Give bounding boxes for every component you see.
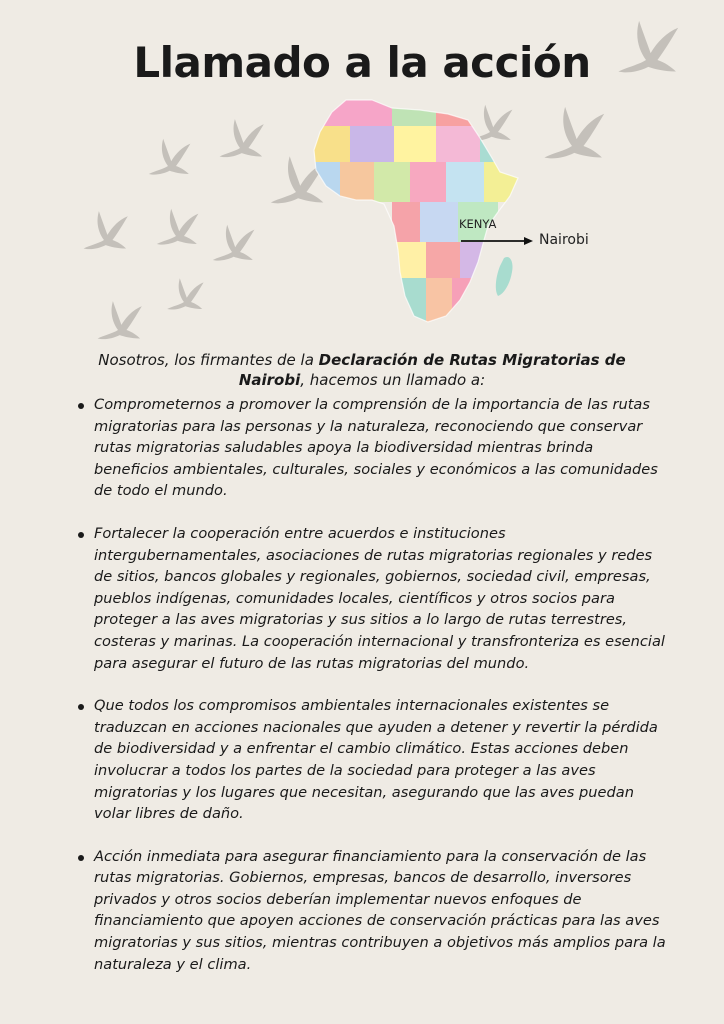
bullet-icon	[78, 532, 84, 538]
list-item-text: Que todos los compromisos ambientales internacionales existentes se traduzcan en acciones nacionales que ayuden a detener y revertir la pérdida de biodiversidad y a enfrentar el cambio climático. Estas acciones deben involucrar a todos los partes de la sociedad para proteger a las aves migratorias y los lugares que necesitan, asegurando que las aves puedan volar libres de daño.	[94, 697, 658, 823]
list-item-text: Fortalecer la cooperación entre acuerdos e instituciones intergubernamentales, asociaciones de rutas migratorias regionales y redes de sitios, bancos globales y regionales, gobiernos, sociedad civil, empresas, pueblos indígenas, comunidades locales, científicos y otros socios para proteger a las aves migratorias y sus sitios a lo largo de rutas terrestres, costeras y marinas. La cooperación internacional y transfronteriza es esencial para asegurar el futuro de las rutas migratorias del mundo.	[94, 524, 665, 672]
list-item	[0, 394, 672, 502]
flying-bird-icon	[84, 211, 128, 249]
intro-suffix: , hacemos un llamado a:	[300, 371, 486, 389]
intro-prefix: Nosotros, los firmantes de la	[98, 351, 319, 369]
flying-bird-icon	[149, 139, 191, 175]
flying-bird-icon	[213, 225, 255, 261]
list-item	[0, 695, 672, 825]
flying-bird-icon	[167, 278, 203, 309]
flying-bird-icon	[220, 119, 264, 157]
bullet-icon	[78, 704, 84, 710]
call-to-action-list	[0, 394, 724, 975]
intro-paragraph	[92, 350, 632, 390]
declaration-name: Declaración de Rutas Migratorias de Nairobi	[238, 351, 626, 389]
flying-bird-icon	[98, 301, 142, 339]
list-item	[0, 523, 672, 674]
page-title: Llamado a la acción	[133, 38, 591, 87]
map-label-nairobi: Nairobi	[539, 232, 589, 248]
bullet-icon	[78, 403, 84, 409]
list-item-text: Comprometernos a promover la comprensión de la importancia de las rutas migratorias para las personas y la naturaleza, reconociendo que conservar rutas migratorias saludables apoya la biodiversidad mientras brinda beneficios ambientales, culturales, sociales y económicos a las comunidades de todo el mundo.	[94, 396, 658, 500]
flying-bird-icon	[544, 107, 604, 159]
africa-map-icon	[310, 96, 520, 324]
flying-bird-icon	[157, 209, 199, 245]
list-item-text: Acción inmediata para asegurar financiamiento para la conservación de las rutas migratorias. Gobiernos, empresas, bancos de desarrollo, inversores privados y otros socios deberían implementar nuevos enfoques de financiamiento que apoyen acciones de conservación prácticas para las aves migratorias y sus sitios, mientras contribuyen a objetivos más amplios para la naturaleza y el clima.	[94, 847, 666, 973]
list-item	[0, 846, 672, 976]
map-label-kenya: KENYA	[459, 217, 497, 231]
bullet-icon	[78, 855, 84, 861]
